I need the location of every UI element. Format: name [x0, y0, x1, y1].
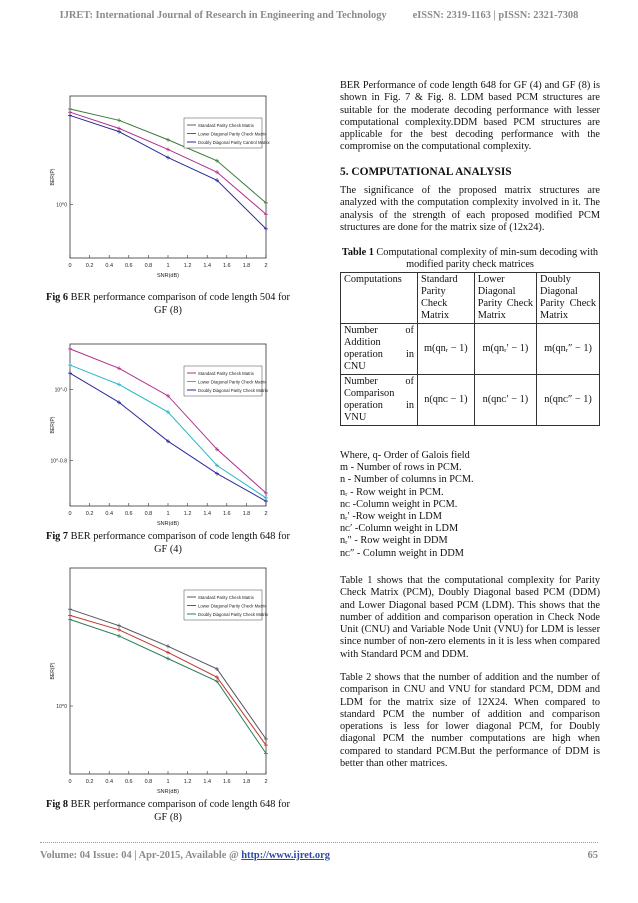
- table-cell: m(qnᵣ′ − 1): [474, 324, 536, 375]
- legend-label: Standard Parity Check Matrix: [198, 594, 254, 600]
- definition-line: m - Number of rows in PCM.: [340, 462, 462, 474]
- figure-8: [40, 560, 296, 800]
- y-tick-label: 10^0: [56, 704, 67, 711]
- footer-rule: [40, 842, 598, 843]
- y-axis-label: BER(P): [50, 662, 56, 680]
- figure-7-caption-text: BER performance comparison of code length 648 for GF (4): [70, 531, 290, 555]
- x-tick-label: 0.4: [105, 263, 114, 269]
- y-axis-label: BER(P): [50, 168, 56, 186]
- table-header-cell: Doubly Diagonal Parity Check Matrix: [537, 273, 600, 324]
- definition-line: nᴄ″ - Column weight in DDM: [340, 547, 464, 559]
- figure-6-caption-text: BER performance comparison of code length 504 for GF (8): [70, 292, 290, 316]
- table-header-cell: Standard Parity Check Matrix: [418, 273, 475, 324]
- x-tick-label: 0.8: [144, 779, 153, 785]
- x-tick-label: 1: [166, 511, 170, 517]
- x-tick-label: 1.2: [183, 779, 192, 785]
- x-tick-label: 1.4: [203, 263, 212, 269]
- y-axis-label: BER(P): [50, 416, 56, 434]
- table-header-cell: Computations: [341, 273, 418, 324]
- figure-6-label: Fig 6: [46, 292, 69, 303]
- table-row: [341, 324, 600, 375]
- x-tick-label: 2: [264, 263, 268, 269]
- table-cell: n(qnᴄ′ − 1): [474, 375, 536, 426]
- figure-8-caption-text: BER performance comparison of code length 648 for GF (8): [70, 799, 290, 823]
- journal-name: IJRET: International Journal of Research in Engineering and Technology: [59, 10, 387, 21]
- x-tick-label: 1.2: [183, 511, 192, 517]
- definition-line: n - Number of columns in PCM.: [340, 474, 474, 486]
- intro-paragraph: BER Performance of code length 648 for GF (4) and GF (8) is shown in Fig. 7 & Fig. 8. LDM based PCM structures are suitable for the moderate decoding performance with lesser computational complexity.DDM based PCM structures are applicable for the best decoding performance with the compromise on the computational complexity.: [340, 80, 600, 153]
- legend-label: Doubly Diagonal Parity Cantrol Matrix: [198, 139, 270, 145]
- figure-8-label: Fig 8: [46, 799, 69, 810]
- definition-line: nᵣ′ -Row weight in LDM: [340, 511, 442, 523]
- x-tick-label: 0.8: [144, 263, 153, 269]
- table-cell: n(qnᴄ″ − 1): [537, 375, 600, 426]
- page-number: 65: [587, 850, 598, 861]
- definition-line: nᵣ - Row weight in PCM.: [340, 486, 444, 498]
- figure-7: [40, 336, 296, 532]
- fig8-chart: [40, 560, 296, 800]
- footer-issue: Volume: 04 Issue: 04 | Apr-2015, Available @: [40, 850, 242, 861]
- fig6-chart: [40, 88, 296, 284]
- table-cell: m(qnᵣ − 1): [418, 324, 475, 375]
- x-axis-label: SNR(dB): [156, 521, 180, 527]
- x-tick-label: 0: [68, 263, 72, 269]
- running-header: [0, 10, 638, 21]
- section-paragraph: The significance of the proposed matrix structures are analyzed with the computation complexity involved in it. The analysis of the strength of each proposed modified PCM structures are done for the matrix size of (12x24).: [340, 185, 600, 233]
- x-tick-label: 1.8: [242, 779, 251, 785]
- x-tick-label: 1.6: [222, 511, 231, 517]
- x-tick-label: 0.2: [85, 511, 94, 517]
- complexity-table: [340, 272, 600, 426]
- legend-label: Lower Diagonal Parity Check Matrix: [198, 379, 267, 385]
- complexity-table-wrap: [340, 272, 600, 426]
- x-tick-label: 2: [264, 779, 268, 785]
- table-caption: [340, 247, 600, 272]
- x-tick-label: 0.2: [85, 779, 94, 785]
- x-tick-label: 1.4: [203, 779, 212, 785]
- fig7-chart: [40, 336, 296, 532]
- legend-label: Lower Diagonal Parity Check Matrix: [198, 603, 267, 609]
- x-tick-label: 0: [68, 511, 72, 517]
- table-caption-text: Computational complexity of min-sum decoding with modified parity check matrices: [373, 247, 599, 271]
- legend-label: Doubly Diagonal Parity Check Matrix: [198, 611, 268, 617]
- legend-label: Standard Parity Check Matrix: [198, 122, 254, 128]
- section-title: 5. COMPUTATIONAL ANALYSIS: [340, 166, 512, 178]
- figure-6: [40, 88, 296, 284]
- y-tick-label: 10^-0.8: [50, 458, 67, 465]
- running-footer: [40, 850, 598, 861]
- x-axis-label: SNR(dB): [156, 789, 180, 795]
- y-tick-label: 10^-0: [54, 387, 67, 394]
- x-tick-label: 1.6: [222, 263, 231, 269]
- series-line: [70, 609, 266, 739]
- legend-label: Standard Parity Check Matrix: [198, 370, 254, 376]
- table1-paragraph: Table 1 shows that the computational complexity for Parity Check Matrix (PCM), Doubly Diagonal based PCM (DDM) and Lower Diagonal based PCM (LDM). This shows that the number of addition and comparison operation in Check Node Unit (CNU) and Variable Node Unit (VNU) for LDM is lesser since number of non-zero elements in it is less when compared with Standard PCM and DDM.: [340, 575, 600, 660]
- x-tick-label: 1.6: [222, 779, 231, 785]
- symbol-definitions: [340, 450, 600, 560]
- figure-7-label: Fig 7: [46, 531, 69, 542]
- x-tick-label: 0.6: [124, 779, 133, 785]
- x-tick-label: 0.6: [124, 511, 133, 517]
- table-header-cell: Lower Diagonal Parity Check Matrix: [474, 273, 536, 324]
- x-tick-label: 1.8: [242, 511, 251, 517]
- table-header-row: [341, 273, 600, 324]
- x-tick-label: 0: [68, 779, 72, 785]
- figure-6-caption: [40, 292, 296, 317]
- x-tick-label: 1: [166, 779, 170, 785]
- table-row: [341, 375, 600, 426]
- table-caption-label: Table 1: [341, 247, 374, 258]
- legend-label: Lower Diagonal Parity Check Matrix: [198, 131, 267, 137]
- x-tick-label: 1.8: [242, 263, 251, 269]
- journal-link[interactable]: http://www.ijret.org: [241, 850, 330, 861]
- definition-line: nᴄ -Column weight in PCM.: [340, 498, 458, 510]
- definition-line: nᵣ″ - Row weight in DDM: [340, 535, 448, 547]
- figure-8-caption: [40, 799, 296, 824]
- legend-label: Doubly Diagonal Parity Check Matrix: [198, 387, 268, 393]
- table-cell: m(qnᵣ″ − 1): [537, 324, 600, 375]
- x-tick-label: 1.4: [203, 511, 212, 517]
- figure-7-caption: [40, 531, 296, 556]
- table2-paragraph: Table 2 shows that the number of addition and the number of comparison in CNU and VNU for standard PCM, DDM and LDM for the matrix size of 12X24. When compared to standard PCM the number of addition and comparison operations is less for lower diagonal PCM, for Doubly diagonal PCM the number computations are high when compared to standard PCM.But the performance of DDM is better than other matrices.: [340, 672, 600, 770]
- table-cell: n(qnᴄ − 1): [418, 375, 475, 426]
- x-tick-label: 0.6: [124, 263, 133, 269]
- x-tick-label: 0.2: [85, 263, 94, 269]
- table-cell: Number of Addition operation in CNU: [341, 324, 418, 375]
- x-tick-label: 0.4: [105, 779, 114, 785]
- x-tick-label: 2: [264, 511, 268, 517]
- series-line: [70, 620, 266, 754]
- y-tick-label: 10^0: [56, 202, 67, 209]
- x-axis-label: SNR(dB): [156, 273, 180, 279]
- definition-line: Where, q- Order of Galois field: [340, 450, 470, 461]
- x-tick-label: 1.2: [183, 263, 192, 269]
- table-cell: Number of Comparison operation in VNU: [341, 375, 418, 426]
- issn: eISSN: 2319-1163 | pISSN: 2321-7308: [412, 10, 579, 21]
- definition-line: nᴄ′ -Column weight in LDM: [340, 523, 459, 535]
- x-tick-label: 1: [166, 263, 170, 269]
- x-tick-label: 0.4: [105, 511, 114, 517]
- x-tick-label: 0.8: [144, 511, 153, 517]
- series-line: [70, 615, 266, 745]
